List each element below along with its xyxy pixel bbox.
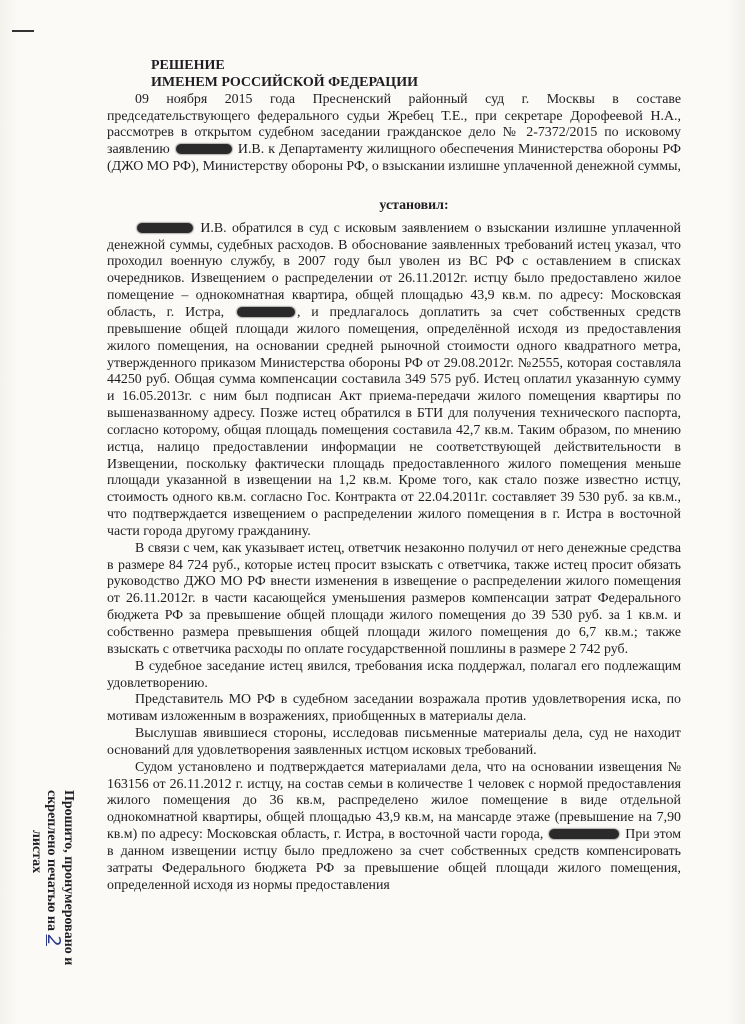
margin-binding-note [29,790,76,1010]
document-subtitle: ИМЕНЕМ РОССИЙСКОЙ ФЕДЕРАЦИИ [151,74,418,90]
redacted-name [176,144,232,154]
paragraph-5: Выслушав явившиеся стороны, исследовав письменные материалы дела, суд не находит оснований для удовлетворения заявленных истцом исковых требований. [107,726,681,758]
paragraph-2: В связи с чем, как указывает истец, ответчик незаконно получил от него денежные средства в размере 84 724 руб., которые истец просит взыскать с ответчика, также истец просит обязать руководство ДЖО МО РФ внести изменения в извещение о распределении жилого помещения от 26.11.2012г. в части касающейся уменьшения размеров компенсации затрат Федерального бюджета РФ за превышение общей площади жилого помещения до 39 530 руб. за 1 кв.м. и собственно размера превышения общей площади жилого помещения до 6,7 кв.м.; также взыскать с ответчика расходы по оплате государственной пошлины в размере 2 742 руб. [107,540,681,657]
intro-text-b: И.В. к Департаменту жилищного обеспечения Министерства обороны РФ (ДЖО МО РФ), Министерству обороны РФ, о взыскании излишне уплаченной денежной суммы, [107,142,681,175]
paragraph-6-text-b: При этом в данном извещении истцу было предложено за счет собственных средств компенсировать затраты Федерального бюджета РФ за превышение общей площади жилого помещения, определенной исходя из нормы предоставления [107,827,681,893]
margin-mark [12,30,34,32]
paragraph-1-text-a: И.В. обратился в суд с исковым заявлением о взыскании излишне уплаченной денежной суммы, судебных расходов. В обоснование заявленных требований истец указал, что проходил военную службу, в 2007 году был уволен из ВС РФ с оставлением в списках очередников. Извещением о распределении от 26.11.2012г. истцу было предоставлено жилое помещение – однокомнатная квартира, общей площадью 43,9 кв.м. по адресу: Московская область, г. Истра, [107,220,681,320]
paragraph-1-text-b: , и предлагалось доплатить за счет собственных средств превышение общей площади жилого помещения, определённой исходя из предоставления жилого помещения, на основании средней рыночной стоимости одного квадратного метра, утвержденного приказом Министерства обороны РФ от 29.08.2012г. №2555, которая составляла 44250 руб. Общая сумма компенсации составила 349 575 руб. Истец оплатил указанную сумму и 16.05.2013г. с ним был подписан Акт приема-передачи жилого помещения квартиры по вышеназванному адресу. Позже истец обратился в БТИ для получения технического паспорта, согласно которому, общая площадь помещения составила 42,7 кв.м. Таким образом, по мнению истца, налицо предоставлении информации не соответствующей действительности в Извещении, поскольку фактически площадь предоставленного жилого помещения меньше площади указанной в извещении на 1,2 кв.м. Кроме того, как стало позже известно истцу, стоимость одного кв.м. согласно Гос. Контракта от 22.04.2011г. составляет 39 530 руб. за кв.м., что подтверждается извещением о распределении жилого помещения в г. Истра в восточной части города другому гражданину. [107,304,681,539]
paragraph-6-text-a: Судом установлено и подтверждается материалами дела, что на основании извещения № 163156 от 26.11.2012 г. истцу, на состав семьи в количестве 1 человек с нормой предоставления жилого помещения до 36 кв.м, распределено жилое помещение в виде отдельной однокомнатной квартиры, общей площадью 43,9 кв.м, на мансарде этаже (превышение на 7,90 кв.м) по адресу: Московская область, г. Истра, в восточной части города, [107,759,681,843]
binding-note-line-2-text: скреплено печатью на [44,790,59,931]
redacted-address [549,829,619,839]
binding-note-line-1: Прошито, пронумеровано и [61,790,76,966]
section-heading-ustanovil: установил: [379,197,449,213]
binding-note-text [29,790,76,1010]
intro-paragraph [107,92,681,176]
paragraph-4: Представитель МО РФ в судебном заседании возражала против удовлетворения иска, по мотивам изложенным в возражениях, приобщенных в материалы дела. [107,692,681,725]
document-body [107,58,681,895]
paragraph-1 [107,221,681,541]
redacted-name [137,223,193,233]
redacted-address [237,307,295,317]
intro-text-a: 09 ноября 2015 года Пресненский районный суд г. Москвы в составе председательствующего федерального судьи Жребец Т.Е., при секретаре Дорофеевой Н.А., рассмотрев в открытом судебном заседании гражданское дело № 2-7372/2015 по исковому заявлению [107,91,681,158]
document-title: РЕШЕНИЕ [151,58,225,73]
binding-note-line-2 [43,790,64,1010]
paragraph-6 [107,760,681,895]
handwritten-sheet-count: 2 [43,934,64,946]
paragraph-3: В судебное заседание истец явился, требования иска поддержал, полагал его подлежащим удовлетворению. [107,658,681,691]
binding-note-line-3: листах [29,830,44,874]
